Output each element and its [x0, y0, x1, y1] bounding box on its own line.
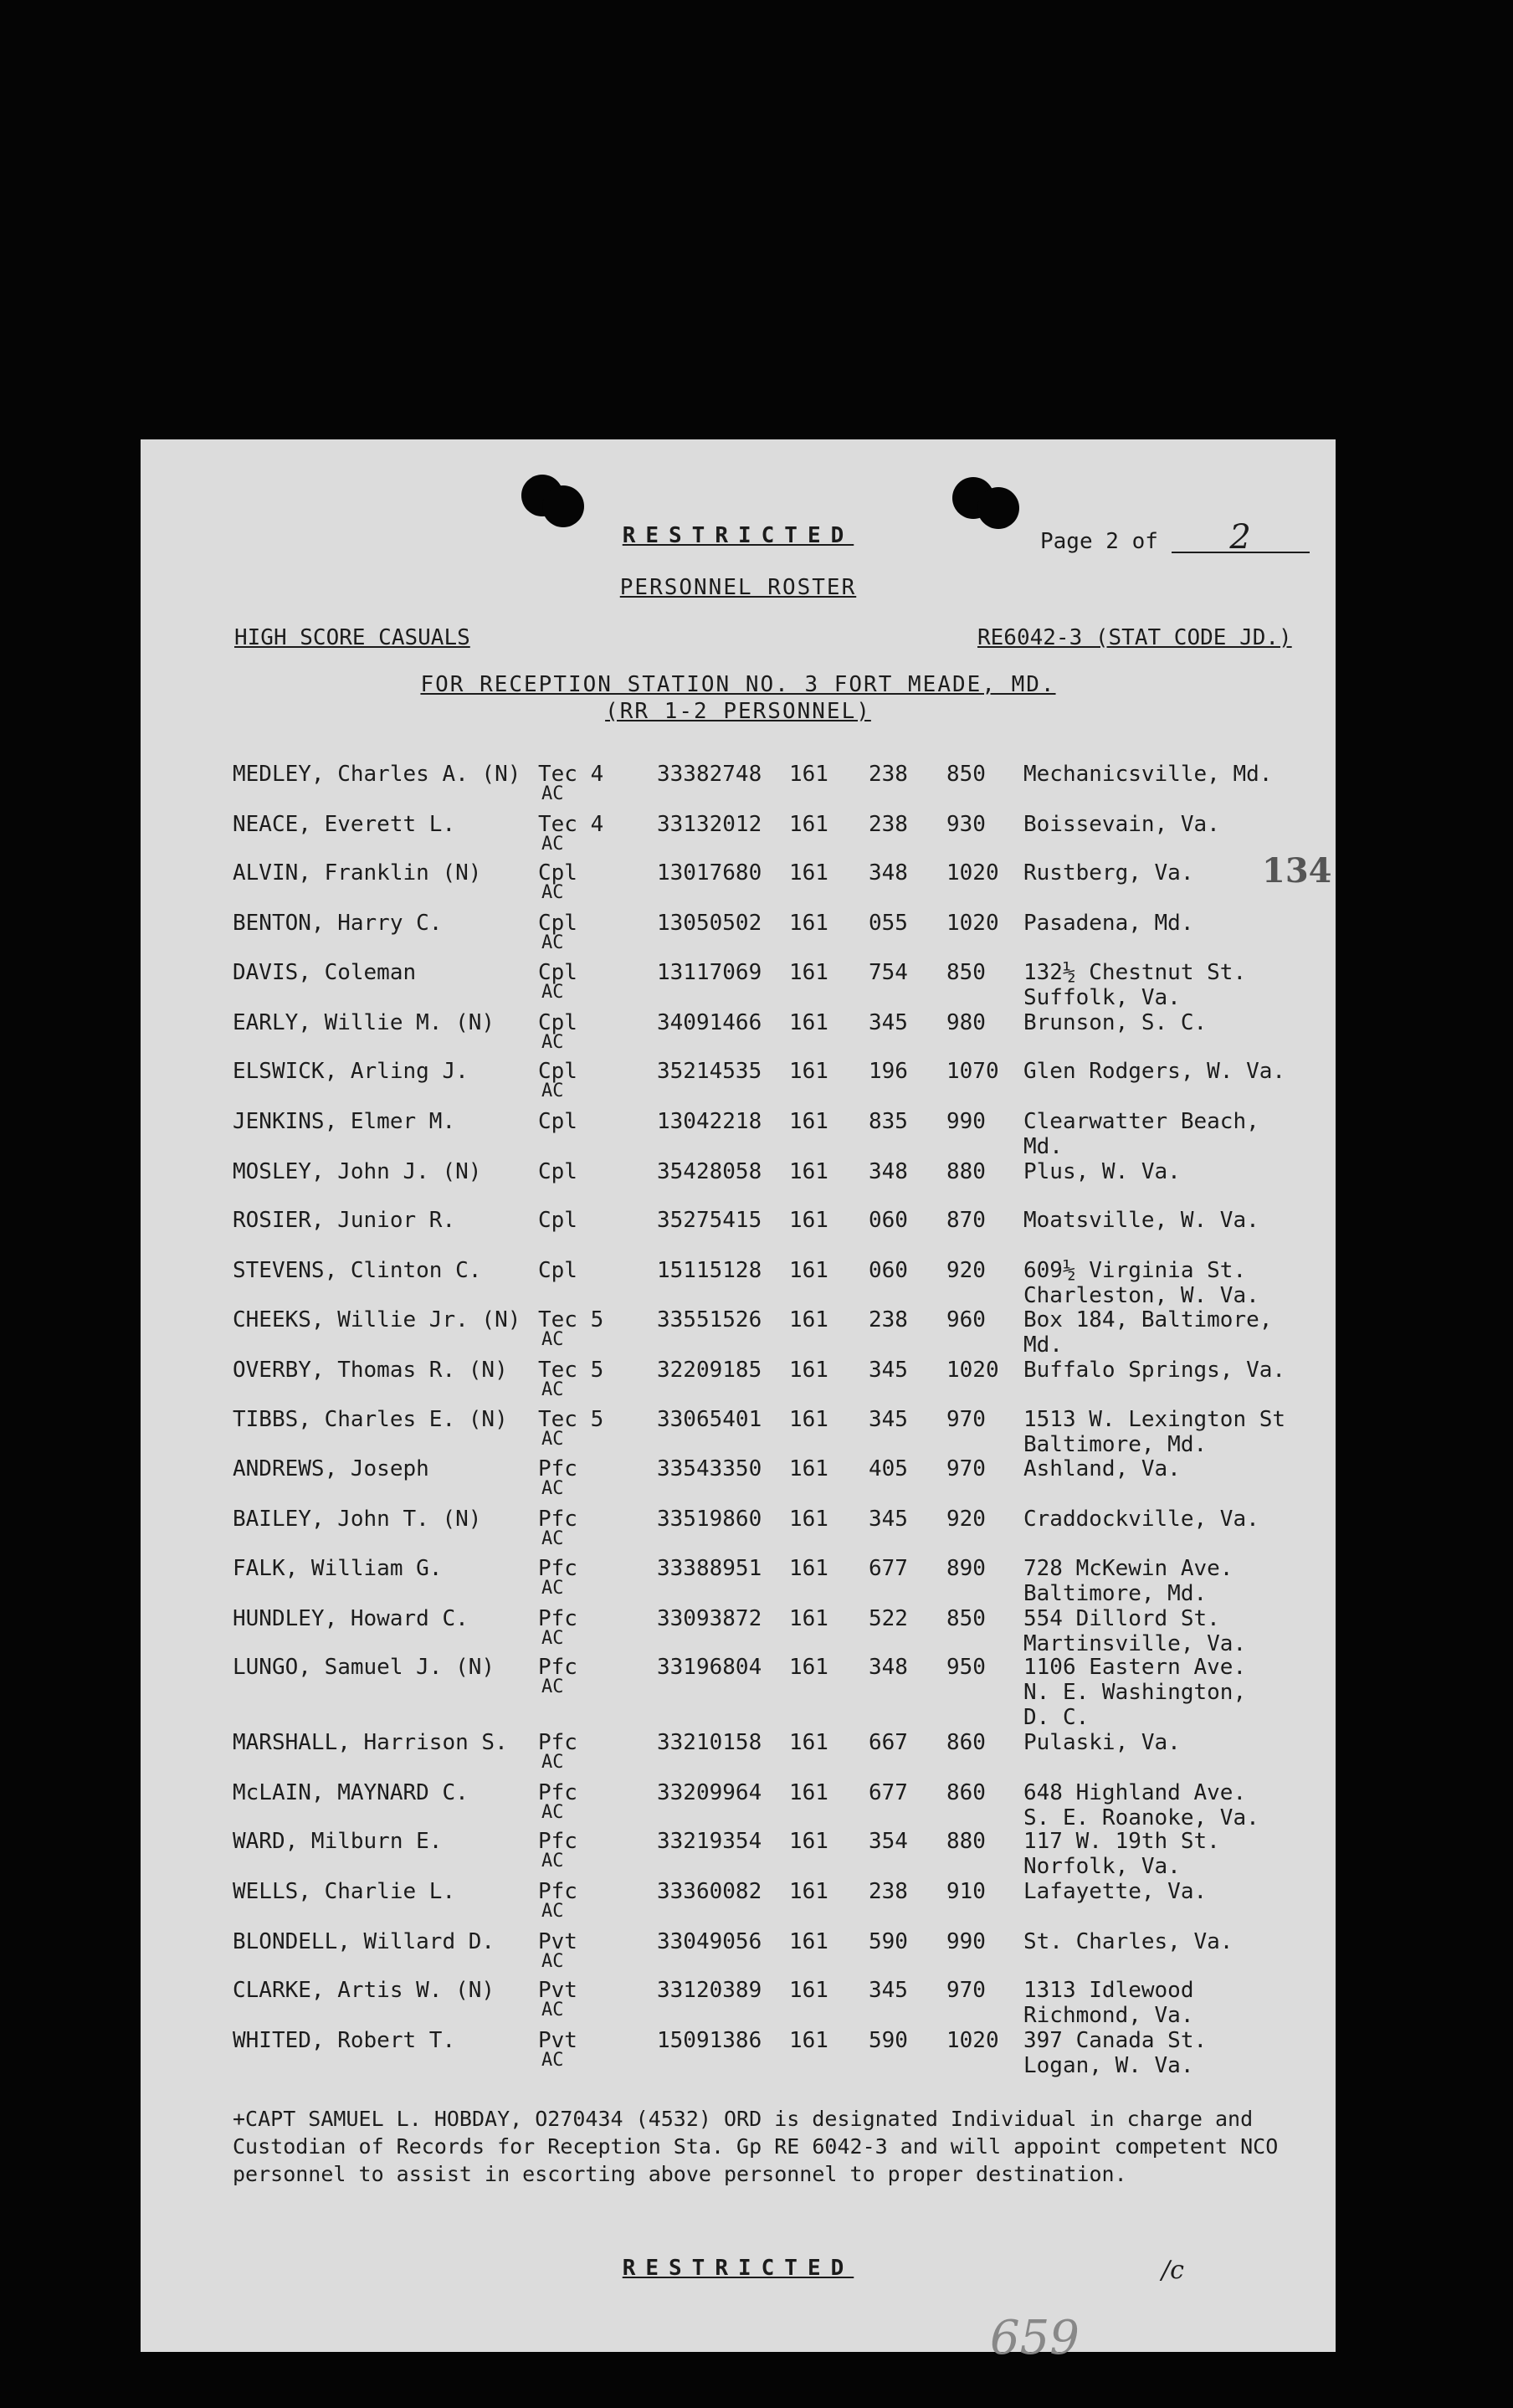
cell-n1: 161: [789, 1507, 828, 1532]
cell-grade: Pvt: [538, 1929, 577, 1954]
section-title: HIGH SCORE CASUALS: [234, 625, 470, 650]
cell-n2: 196: [869, 1059, 908, 1084]
cell-n1: 161: [789, 911, 828, 936]
cell-name: TIBBS, Charles E. (N): [233, 1407, 508, 1432]
cell-sub: AC: [541, 1676, 564, 1697]
cell-sub: AC: [541, 1752, 564, 1773]
cell-name: MOSLEY, John J. (N): [233, 1159, 482, 1184]
cell-n1: 161: [789, 1258, 828, 1283]
cell-n3: 970: [946, 1407, 986, 1432]
cell-sub: AC: [541, 1851, 564, 1871]
cell-grade: Cpl: [538, 911, 577, 936]
cell-name: EARLY, Willie M. (N): [233, 1010, 495, 1035]
cell-sub: AC: [541, 1429, 564, 1450]
cell-grade: Cpl: [538, 1208, 577, 1233]
cell-n1: 161: [789, 1556, 828, 1581]
cell-n3: 850: [946, 1606, 986, 1631]
cell-address: Boissevain, Va.: [1023, 812, 1220, 837]
cell-n1: 161: [789, 960, 828, 985]
cell-name: BAILEY, John T. (N): [233, 1507, 482, 1532]
cell-address: Moatsville, W. Va.: [1023, 1208, 1259, 1233]
cell-sub: AC: [541, 2050, 564, 2071]
cell-n1: 161: [789, 1780, 828, 1805]
cell-serial: 33065401: [657, 1407, 762, 1432]
cell-n1: 161: [789, 1829, 828, 1854]
table-row: [141, 1780, 1336, 1829]
page-total: 2: [1172, 523, 1310, 553]
cell-name: BENTON, Harry C.: [233, 911, 443, 936]
table-row: [141, 1978, 1336, 2026]
cell-serial: 13042218: [657, 1109, 762, 1134]
cell-serial: 33093872: [657, 1606, 762, 1631]
table-row: [141, 1507, 1336, 1555]
cell-address: 609½ Virginia St. Charleston, W. Va.: [1023, 1258, 1259, 1308]
cell-address: 132½ Chestnut St. Suffolk, Va.: [1023, 960, 1247, 1010]
cell-name: ELSWICK, Arling J.: [233, 1059, 469, 1084]
cell-serial: 35214535: [657, 1059, 762, 1084]
cell-n3: 990: [946, 1929, 986, 1954]
cell-grade: Cpl: [538, 960, 577, 985]
cell-n2: 060: [869, 1208, 908, 1233]
cell-sub: AC: [541, 1528, 564, 1549]
cell-grade: Pfc: [538, 1780, 577, 1805]
cell-n3: 970: [946, 1456, 986, 1481]
cell-n2: 238: [869, 1879, 908, 1904]
cell-name: ANDREWS, Joseph: [233, 1456, 429, 1481]
table-row: [141, 1059, 1336, 1107]
cell-sub: AC: [541, 1081, 564, 1101]
cell-n3: 870: [946, 1208, 986, 1233]
cell-n2: 345: [869, 1407, 908, 1432]
cell-name: McLAIN, MAYNARD C.: [233, 1780, 469, 1805]
cell-name: STEVENS, Clinton C.: [233, 1258, 482, 1283]
cell-serial: 33551526: [657, 1307, 762, 1332]
cell-address: 1313 Idlewood Richmond, Va.: [1023, 1978, 1194, 2028]
cell-n3: 910: [946, 1879, 986, 1904]
punch-hole-left-2: [542, 485, 584, 527]
cell-address: 648 Highland Ave. S. E. Roanoke, Va.: [1023, 1780, 1259, 1830]
cell-serial: 33209964: [657, 1780, 762, 1805]
cell-serial: 33196804: [657, 1655, 762, 1680]
cell-grade: Pfc: [538, 1507, 577, 1532]
cell-n2: 238: [869, 812, 908, 837]
cell-grade: Cpl: [538, 1010, 577, 1035]
cell-name: JENKINS, Elmer M.: [233, 1109, 456, 1134]
cell-grade: Pfc: [538, 1556, 577, 1581]
cell-n1: 161: [789, 860, 828, 886]
cell-grade: Cpl: [538, 1159, 577, 1184]
cell-n1: 161: [789, 1929, 828, 1954]
cell-n2: 345: [869, 1358, 908, 1383]
cell-address: 554 Dillord St. Martinsville, Va.: [1023, 1606, 1247, 1656]
cell-n2: 677: [869, 1780, 908, 1805]
table-row: [141, 1407, 1336, 1456]
cell-n3: 850: [946, 960, 986, 985]
table-row: [141, 1307, 1336, 1356]
cell-serial: 33360082: [657, 1879, 762, 1904]
cell-grade: Tec 5: [538, 1358, 604, 1383]
cell-n1: 161: [789, 1606, 828, 1631]
cell-name: BLONDELL, Willard D.: [233, 1929, 495, 1954]
cell-n1: 161: [789, 1307, 828, 1332]
table-row: [141, 1358, 1336, 1406]
cell-name: FALK, William G.: [233, 1556, 443, 1581]
cell-sub: AC: [541, 1628, 564, 1649]
cell-address: St. Charles, Va.: [1023, 1929, 1233, 1954]
cell-address: 1106 Eastern Ave. N. E. Washington, D. C.: [1023, 1655, 1247, 1730]
cell-grade: Pfc: [538, 1456, 577, 1481]
cell-n3: 920: [946, 1258, 986, 1283]
cell-n1: 161: [789, 1358, 828, 1383]
table-row: [141, 1556, 1336, 1604]
cell-address: 117 W. 19th St. Norfolk, Va.: [1023, 1829, 1220, 1879]
table-row: [141, 1879, 1336, 1928]
cell-name: LUNGO, Samuel J. (N): [233, 1655, 495, 1680]
cell-n3: 960: [946, 1307, 986, 1332]
cell-address: Plus, W. Va.: [1023, 1159, 1181, 1184]
cell-address: Pulaski, Va.: [1023, 1730, 1181, 1755]
table-row: [141, 1159, 1336, 1208]
cell-grade: Pfc: [538, 1879, 577, 1904]
cell-sub: AC: [541, 882, 564, 903]
cell-grade: Pfc: [538, 1655, 577, 1680]
cell-serial: 33132012: [657, 812, 762, 837]
table-row: [141, 960, 1336, 1009]
cell-n2: 345: [869, 1507, 908, 1532]
table-row: [141, 1456, 1336, 1505]
cell-sub: AC: [541, 1951, 564, 1972]
cell-sub: AC: [541, 1578, 564, 1599]
cell-sub: AC: [541, 2000, 564, 2020]
cell-name: HUNDLEY, Howard C.: [233, 1606, 469, 1631]
cell-n2: 354: [869, 1829, 908, 1854]
cell-n2: 345: [869, 1010, 908, 1035]
restricted-footer: RESTRICTED: [622, 2256, 854, 2281]
cell-n2: 405: [869, 1456, 908, 1481]
cell-address: Pasadena, Md.: [1023, 911, 1194, 936]
restricted-header: RESTRICTED: [622, 523, 854, 548]
cell-n2: 345: [869, 1978, 908, 2003]
cell-address: Lafayette, Va.: [1023, 1879, 1208, 1904]
cell-n1: 161: [789, 812, 828, 837]
cell-n1: 161: [789, 1978, 828, 2003]
cell-name: WARD, Milburn E.: [233, 1829, 443, 1854]
initials-mark: /c: [1162, 2256, 1184, 2285]
cell-address: 397 Canada St. Logan, W. Va.: [1023, 2028, 1208, 2078]
page-number: [1040, 518, 1310, 557]
cell-n3: 1020: [946, 1358, 999, 1383]
table-row: [141, 1929, 1336, 1978]
cell-address: Glen Rodgers, W. Va.: [1023, 1059, 1286, 1084]
cell-sub: AC: [541, 1032, 564, 1053]
cell-n2: 060: [869, 1258, 908, 1283]
table-row: [141, 1829, 1336, 1877]
cell-n3: 890: [946, 1556, 986, 1581]
cell-serial: 33210158: [657, 1730, 762, 1755]
cell-n1: 161: [789, 1456, 828, 1481]
cell-serial: 33049056: [657, 1929, 762, 1954]
cell-n2: 055: [869, 911, 908, 936]
cell-name: MEDLEY, Charles A. (N): [233, 762, 521, 787]
cell-grade: Pfc: [538, 1829, 577, 1854]
cell-name: WELLS, Charlie L.: [233, 1879, 456, 1904]
cell-serial: 32209185: [657, 1358, 762, 1383]
cell-sub: AC: [541, 783, 564, 804]
table-row: [141, 1109, 1336, 1158]
cell-name: OVERBY, Thomas R. (N): [233, 1358, 508, 1383]
cell-n1: 161: [789, 1159, 828, 1184]
cell-serial: 35275415: [657, 1208, 762, 1233]
cell-n2: 677: [869, 1556, 908, 1581]
cell-name: WHITED, Robert T.: [233, 2028, 456, 2053]
stat-code: RE6042-3 (STAT CODE JD.): [977, 625, 1292, 650]
cell-serial: 13117069: [657, 960, 762, 985]
cell-n3: 970: [946, 1978, 986, 2003]
cell-serial: 13050502: [657, 911, 762, 936]
cell-address: Clearwatter Beach, Md.: [1023, 1109, 1259, 1159]
cell-n1: 161: [789, 1010, 828, 1035]
cell-n1: 161: [789, 1059, 828, 1084]
cell-sub: AC: [541, 932, 564, 953]
cell-n3: 1020: [946, 860, 999, 886]
cell-address: Rustberg, Va.: [1023, 860, 1194, 886]
stamp-number: 134: [1262, 851, 1332, 891]
cell-sub: AC: [541, 1379, 564, 1400]
cell-sub: AC: [541, 1802, 564, 1823]
cell-n2: 348: [869, 1159, 908, 1184]
cell-serial: 34091466: [657, 1010, 762, 1035]
cell-n3: 1020: [946, 911, 999, 936]
table-row: [141, 762, 1336, 810]
cell-name: MARSHALL, Harrison S.: [233, 1730, 508, 1755]
cell-grade: Cpl: [538, 1059, 577, 1084]
table-row: [141, 812, 1336, 860]
cell-n1: 161: [789, 1109, 828, 1134]
cell-serial: 33388951: [657, 1556, 762, 1581]
cell-name: ROSIER, Junior R.: [233, 1208, 456, 1233]
cell-grade: Tec 4: [538, 812, 604, 837]
table-row: [141, 860, 1336, 909]
cell-n2: 835: [869, 1109, 908, 1134]
cell-grade: Pfc: [538, 1730, 577, 1755]
cell-n3: 990: [946, 1109, 986, 1134]
cell-grade: Pvt: [538, 2028, 577, 2053]
cell-address: Buffalo Springs, Va.: [1023, 1358, 1286, 1383]
cell-address: Brunson, S. C.: [1023, 1010, 1208, 1035]
pencil-number: 659: [990, 2311, 1080, 2365]
cell-address: Box 184, Baltimore, Md.: [1023, 1307, 1273, 1358]
cell-serial: 33219354: [657, 1829, 762, 1854]
cell-n2: 590: [869, 2028, 908, 2053]
footer-note: +CAPT SAMUEL L. HOBDAY, O270434 (4532) ORD is designated Individual in charge and Custodian of Records for Reception Sta. Gp RE 6042-3 and will appoint competent NCO personnel to assist in escorting above personnel to proper destination.: [233, 2107, 1279, 2186]
cell-n1: 161: [789, 762, 828, 787]
table-row: [141, 911, 1336, 959]
personnel-line: (RR 1-2 PERSONNEL): [605, 699, 871, 724]
cell-grade: Pvt: [538, 1978, 577, 2003]
cell-serial: 35428058: [657, 1159, 762, 1184]
cell-serial: 15091386: [657, 2028, 762, 2053]
cell-grade: Cpl: [538, 1258, 577, 1283]
cell-grade: Pfc: [538, 1606, 577, 1631]
cell-name: ALVIN, Franklin (N): [233, 860, 482, 886]
cell-grade: Tec 5: [538, 1407, 604, 1432]
cell-n3: 860: [946, 1780, 986, 1805]
cell-sub: AC: [541, 1329, 564, 1350]
cell-sub: AC: [541, 982, 564, 1003]
cell-serial: 33519860: [657, 1507, 762, 1532]
cell-n1: 161: [789, 1879, 828, 1904]
cell-n2: 348: [869, 860, 908, 886]
table-row: [141, 2028, 1336, 2077]
cell-n1: 161: [789, 1730, 828, 1755]
station-line: FOR RECEPTION STATION NO. 3 FORT MEADE, MD.: [420, 672, 1056, 697]
table-row: [141, 1606, 1336, 1655]
cell-grade: Tec 5: [538, 1307, 604, 1332]
cell-n3: 950: [946, 1655, 986, 1680]
cell-n3: 1070: [946, 1059, 999, 1084]
cell-name: CLARKE, Artis W. (N): [233, 1978, 495, 2003]
page-label: Page 2 of: [1040, 529, 1158, 554]
cell-address: Mechanicsville, Md.: [1023, 762, 1273, 787]
table-row: [141, 1655, 1336, 1730]
cell-sub: AC: [541, 1901, 564, 1922]
cell-name: NEACE, Everett L.: [233, 812, 456, 837]
cell-n3: 860: [946, 1730, 986, 1755]
cell-sub: AC: [541, 834, 564, 855]
cell-sub: AC: [541, 1478, 564, 1499]
cell-n3: 880: [946, 1829, 986, 1854]
cell-n2: 238: [869, 1307, 908, 1332]
cell-n2: 754: [869, 960, 908, 985]
cell-name: CHEEKS, Willie Jr. (N): [233, 1307, 521, 1332]
cell-n1: 161: [789, 2028, 828, 2053]
cell-grade: Cpl: [538, 1109, 577, 1134]
cell-n2: 590: [869, 1929, 908, 1954]
cell-n3: 980: [946, 1010, 986, 1035]
cell-name: DAVIS, Coleman: [233, 960, 417, 985]
cell-n2: 348: [869, 1655, 908, 1680]
document-page: [141, 439, 1336, 2365]
table-row: [141, 1208, 1336, 1256]
cell-serial: 33382748: [657, 762, 762, 787]
cell-n1: 161: [789, 1208, 828, 1233]
cell-address: Craddockville, Va.: [1023, 1507, 1259, 1532]
cell-n3: 920: [946, 1507, 986, 1532]
cell-address: Ashland, Va.: [1023, 1456, 1181, 1481]
table-row: [141, 1010, 1336, 1059]
cell-grade: Cpl: [538, 860, 577, 886]
cell-serial: 33120389: [657, 1978, 762, 2003]
cell-address: 1513 W. Lexington St Baltimore, Md.: [1023, 1407, 1286, 1457]
cell-n2: 667: [869, 1730, 908, 1755]
cell-serial: 33543350: [657, 1456, 762, 1481]
table-row: [141, 1730, 1336, 1779]
cell-n2: 238: [869, 762, 908, 787]
cell-address: 728 McKewin Ave. Baltimore, Md.: [1023, 1556, 1233, 1606]
cell-n1: 161: [789, 1655, 828, 1680]
cell-n3: 930: [946, 812, 986, 837]
cell-serial: 15115128: [657, 1258, 762, 1283]
roster-title: PERSONNEL ROSTER: [619, 575, 857, 600]
cell-n3: 850: [946, 762, 986, 787]
cell-serial: 13017680: [657, 860, 762, 886]
cell-n2: 522: [869, 1606, 908, 1631]
cell-n3: 1020: [946, 2028, 999, 2053]
cell-grade: Tec 4: [538, 762, 604, 787]
table-row: [141, 1258, 1336, 1307]
cell-n1: 161: [789, 1407, 828, 1432]
cell-n3: 880: [946, 1159, 986, 1184]
